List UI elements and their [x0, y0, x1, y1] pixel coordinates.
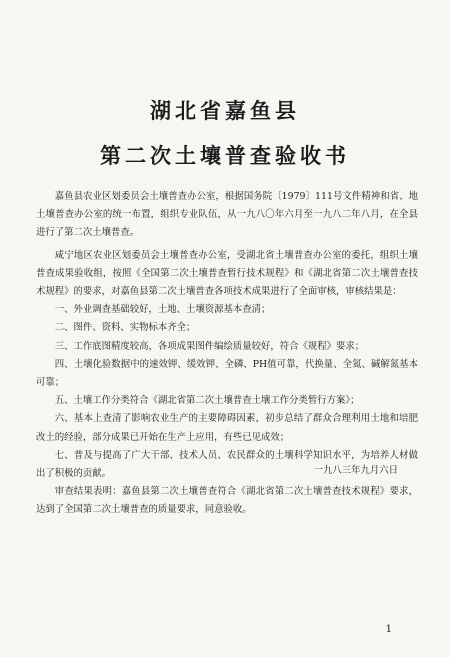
- paragraph-item-7: 七、普及与提高了广大干部、技术人员、农民群众的土壤科学知识水平，为培养人材做出了积极的贡献。: [36, 449, 418, 480]
- paragraph-review-body: 咸宁地区农业区划委员会土壤普查办公室，受湖北省土壤普查办公室的委托，组织土壤普查成果验收组，按照《全国第二次土壤普查暂行技术规程》和《湖北省第二次土壤普查技术规程》的要求，对嘉鱼县第二次土壤普查各项技术成果进行了全面审核，审核结果是：: [36, 249, 418, 298]
- paragraph-item-4: 四、土壤化验数据中的速效钾、缓效钾、全磷、PH值可靠，代换量、全氮、碱解氮基本可靠；: [36, 358, 418, 389]
- document-date: 一九八三年九月六日: [313, 465, 398, 476]
- document-subtitle: 第二次土壤普查验收书: [100, 143, 350, 168]
- paragraph-item-6: 六、基本上查清了影响农业生产的主要障碍因素，初步总结了群众合理利用土地和培肥改土的经验，部分成果已开始在生产上应用，有些已见成效；: [36, 413, 418, 443]
- paragraph-item-2: 二、图件、资料、实物标本齐全；: [54, 322, 196, 334]
- paragraph-intro: 嘉鱼县农业区划委员会土壤普查办公室，根据国务院〔1979〕111号文件精神和省、地土壤普查办公室的统一布置，组织专业队伍，从一九八〇年六月至一九八二年八月，在全县进行了第二次土壤普查。: [36, 191, 418, 239]
- paragraph-item-5: 五、土壤工作分类符合《湖北省第二次土壤普查土壤工作分类暂行方案》；: [54, 395, 360, 407]
- paragraph-item-3: 三、工作底图精度较高，各项成果图件编绘质量较好，符合《规程》要求；: [54, 340, 365, 352]
- document-title: 湖北省嘉鱼县: [150, 98, 300, 123]
- paragraph-item-1: 一、外业调查基础较好，土地、土壤资源基本查清；: [54, 304, 271, 316]
- page-number: 1: [385, 624, 392, 635]
- paragraph-conclusion: 审查结果表明：嘉鱼县第二次土壤普查符合《湖北省第二次土壤普查技术规程》要求，达到了全国第二次土壤普查的质量要求，同意验收。: [36, 486, 418, 516]
